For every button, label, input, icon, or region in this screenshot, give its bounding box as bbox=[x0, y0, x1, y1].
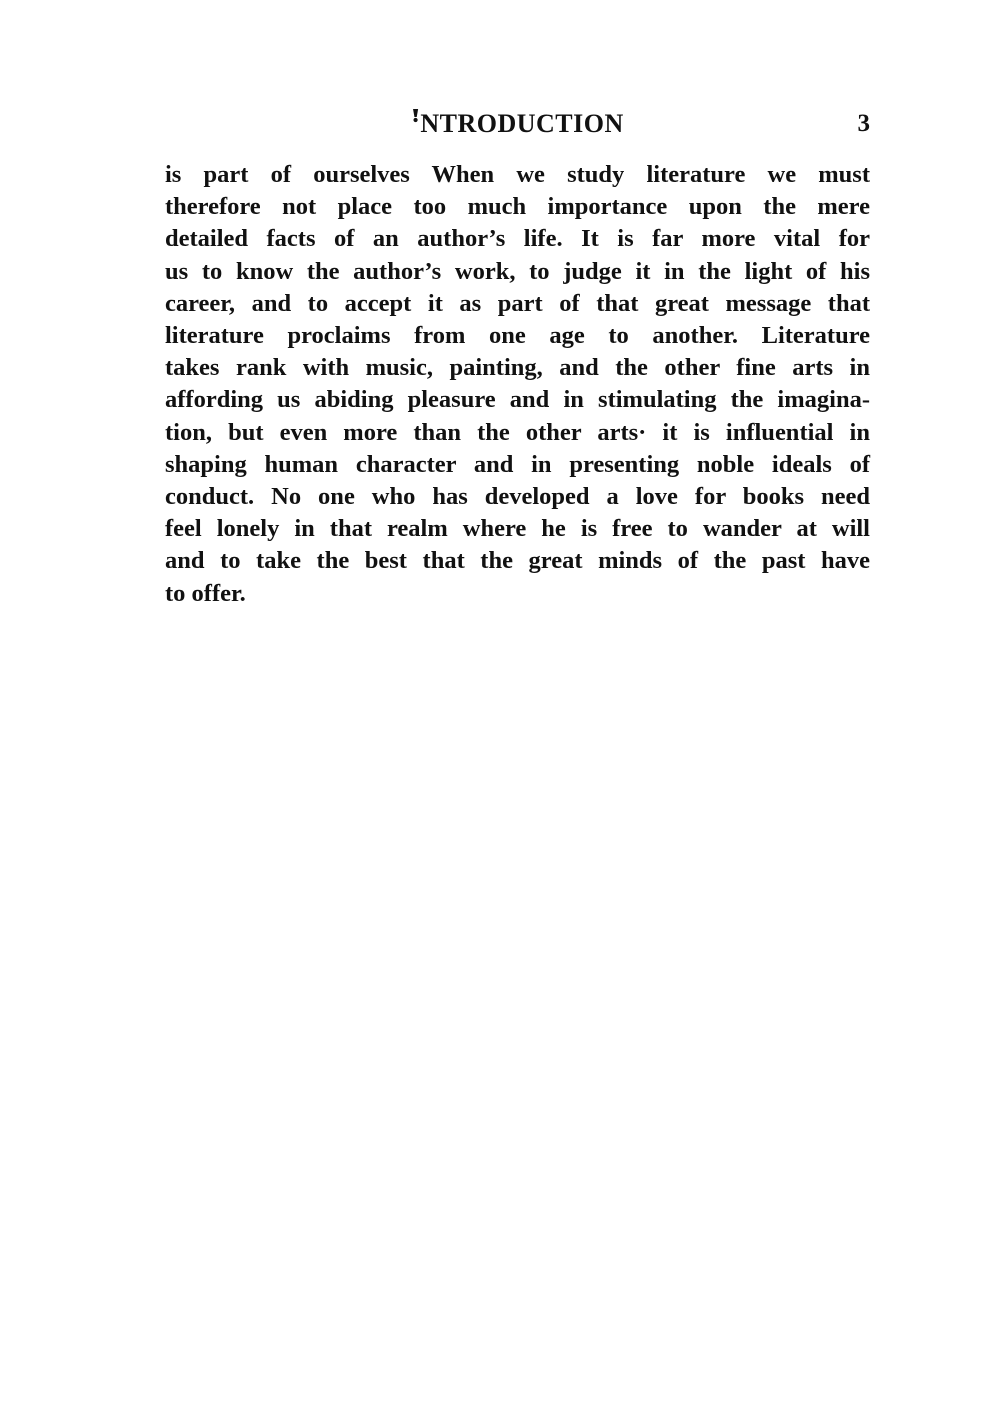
text-line: conduct. No one who has developed a love for books need bbox=[165, 483, 870, 511]
text-line: therefore not place too much importance upon the mere bbox=[165, 193, 870, 221]
text-line: affording us abiding pleasure and in stimulating the imagina- bbox=[165, 386, 870, 414]
text-line: feel lonely in that realm where he is free to wander at will bbox=[165, 515, 870, 543]
text-line: tion, but even more than the other arts· it is influential in bbox=[165, 418, 870, 446]
text-line: to offer. bbox=[165, 579, 246, 607]
text-line: and to take the best that the great minds of the past have bbox=[165, 547, 870, 575]
text-line: takes rank with music, painting, and the other fine arts in bbox=[165, 354, 870, 382]
text-line: detailed facts of an author’s life. It is far more vital for bbox=[165, 225, 870, 253]
body-paragraph bbox=[165, 159, 870, 610]
text-line: literature proclaims from one age to another. Literature bbox=[165, 322, 870, 350]
running-head bbox=[165, 104, 870, 144]
text-line: is part of ourselves When we study literature we must bbox=[165, 161, 870, 188]
running-title: ꜝNTRODUCTION bbox=[411, 109, 624, 138]
text-line: career, and to accept it as part of that great message that bbox=[165, 289, 870, 317]
page-number: 3 bbox=[857, 110, 870, 137]
text-line: us to know the author’s work, to judge it in the light of his bbox=[165, 257, 870, 285]
text-line: shaping human character and in presenting noble ideals of bbox=[165, 450, 870, 478]
